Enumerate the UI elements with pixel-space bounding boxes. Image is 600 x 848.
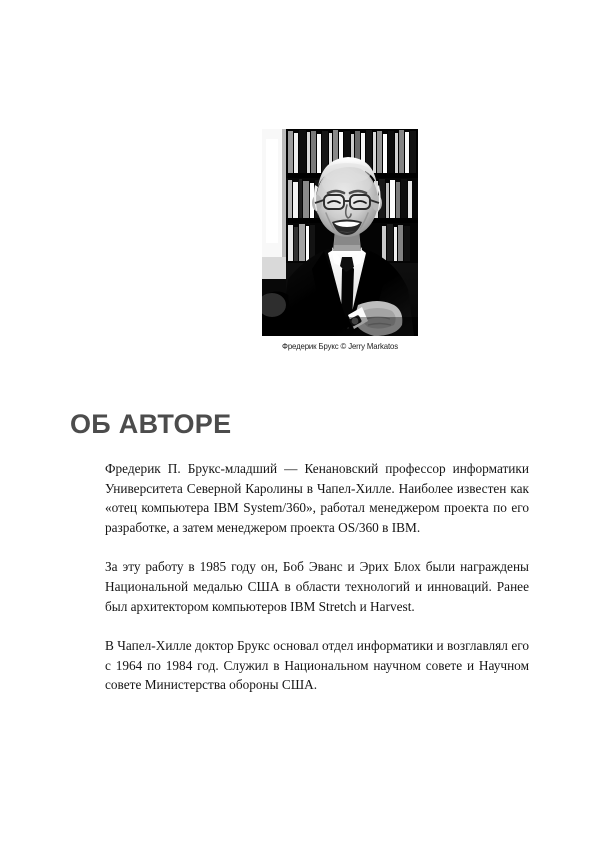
author-bio-text xyxy=(105,459,529,695)
portrait-frederick-brooks xyxy=(262,129,418,336)
bio-paragraph-2: За эту работу в 1985 году он, Боб Эванс и Эрих Блох были награждены Национальной медалью США в области технологий и инноваций. Ранее был архитектором компьютеров IBM Stretch и Harvest. xyxy=(105,559,529,614)
author-photo-figure xyxy=(262,129,418,352)
bio-paragraph-3: В Чапел-Хилле доктор Брукс основал отдел информатики и возглавлял его с 1964 по 1984 год. Служил в Национальном научном совете и Научном совете Министерства обороны США. xyxy=(105,638,529,693)
bio-paragraph-1: Фредерик П. Брукс-младший — Кенановский профессор информатики Университета Северной Каролины в Чапел-Хилле. Наиболее известен как «отец компьютера IBM System/360», работал менеджером проекта по его разработке, а затем менеджером проекта OS/360 в IBM. xyxy=(105,461,529,535)
page-title: ОБ АВТОРЕ xyxy=(70,409,232,439)
photo-caption: Фредерик Брукс © Jerry Markatos xyxy=(282,341,398,351)
